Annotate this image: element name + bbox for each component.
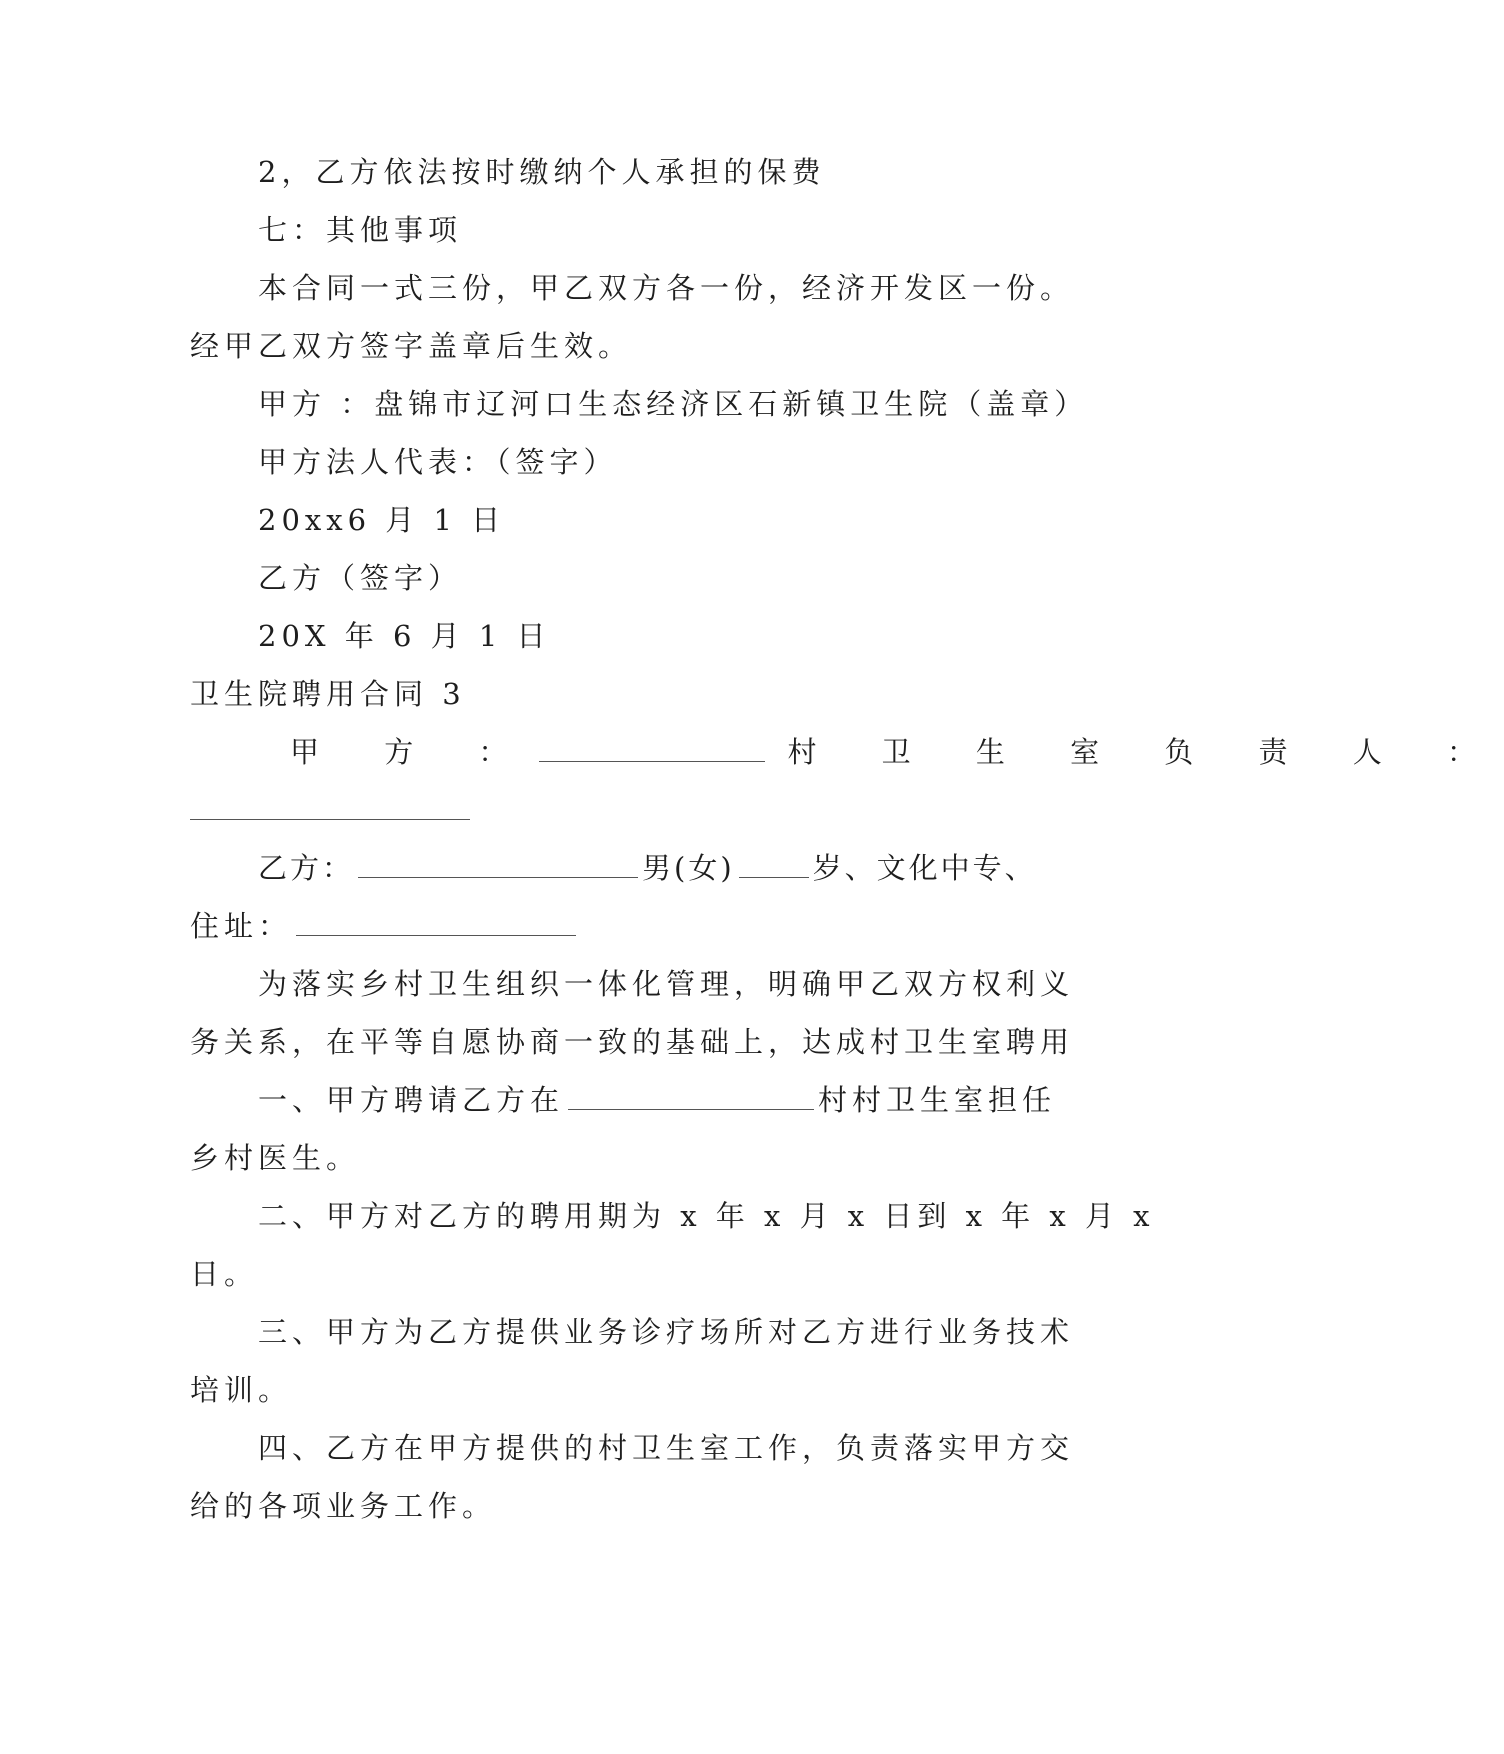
party-b-signature: 乙方（签字） bbox=[258, 561, 463, 595]
clause-1-line bbox=[258, 1080, 1056, 1120]
text-line: 2，乙方依法按时缴纳个人承担的保费 bbox=[258, 155, 826, 189]
text-line: 为落实乡村卫生组织一体化管理，明确甲乙双方权利义 bbox=[258, 967, 1075, 1001]
blank-field bbox=[296, 911, 576, 936]
blank-field bbox=[739, 853, 809, 878]
text-line: 经甲乙双方签字盖章后生效。 bbox=[190, 329, 633, 363]
clause-2-line: 二、甲方对乙方的聘用期为 x 年 x 月 x 日到 x 年 x 月 x bbox=[258, 1199, 1155, 1233]
clause-4-line: 四、乙方在甲方提供的村卫生室工作，负责落实甲方交 bbox=[258, 1431, 1075, 1465]
blank-line bbox=[190, 790, 470, 830]
clinic-head-label: 村 卫 生 室 负 责 人 ： bbox=[787, 735, 1504, 769]
gender-label: 男(女) bbox=[642, 851, 735, 885]
text-line: 乡村医生。 bbox=[190, 1141, 361, 1175]
blank-field bbox=[190, 795, 470, 820]
address-line bbox=[190, 906, 580, 946]
section-heading: 七：其他事项 bbox=[258, 213, 463, 247]
text-line: 日。 bbox=[190, 1257, 259, 1291]
clause-3-line: 三、甲方为乙方提供业务诊疗场所对乙方进行业务技术 bbox=[258, 1315, 1075, 1349]
text-line: 培训。 bbox=[190, 1373, 293, 1407]
clause-1-end: 村村卫生室担任 bbox=[818, 1083, 1057, 1117]
blank-field bbox=[568, 1085, 814, 1110]
party-a-line: 甲方 ：盘锦市辽河口生态经济区石新镇卫生院（盖章） bbox=[258, 387, 1089, 421]
date-line: 20xx6 月 1 日 bbox=[258, 503, 506, 537]
party-a-label: 甲 方 ： bbox=[290, 735, 536, 769]
party-a-blank-line bbox=[290, 732, 1504, 772]
text-line: 本合同一式三份，甲乙双方各一份，经济开发区一份。 bbox=[258, 271, 1075, 305]
text-line: 务关系，在平等自愿协商一致的基础上，达成村卫生室聘用 bbox=[190, 1025, 1075, 1059]
clause-1-start: 一、甲方聘请乙方在 bbox=[258, 1083, 565, 1117]
party-b-label: 乙方： bbox=[258, 851, 355, 885]
age-education-label: 岁、文化中专、 bbox=[812, 851, 1037, 885]
blank-field bbox=[358, 853, 638, 878]
party-b-info-line bbox=[258, 848, 1037, 888]
contract-title: 卫生院聘用合同 3 bbox=[190, 677, 466, 711]
address-label: 住址： bbox=[190, 909, 293, 943]
date-line: 20X 年 6 月 1 日 bbox=[258, 619, 551, 653]
blank-field bbox=[539, 737, 765, 762]
text-line: 给的各项业务工作。 bbox=[190, 1489, 497, 1523]
party-a-representative: 甲方法人代表：（签字） bbox=[258, 445, 618, 479]
